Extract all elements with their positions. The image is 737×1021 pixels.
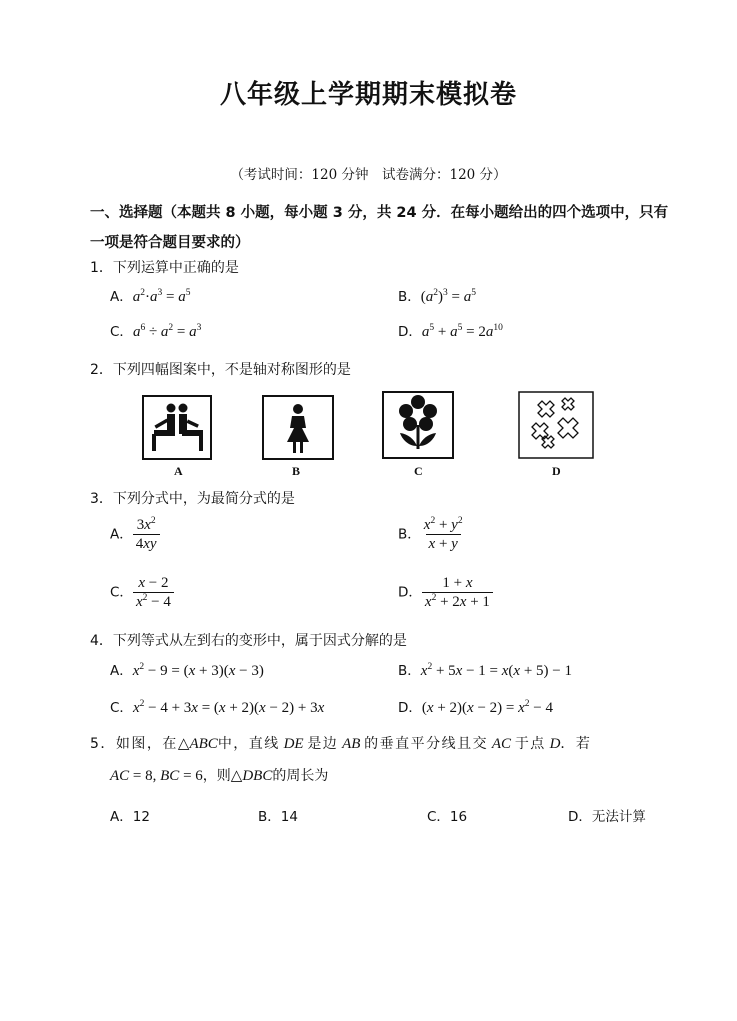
q4-option-a-math: $x^2 - 9 = (x + 3)(x - 3)$ — [132, 662, 264, 679]
figure-c-flower — [382, 391, 454, 459]
q1-option-b-math: $(a^2)^3 = a^5$ — [420, 288, 476, 305]
q1-option-d-label: D． — [398, 324, 422, 340]
figure-b-woman — [262, 395, 334, 460]
q5-stem-line1 — [90, 733, 591, 753]
q5-stem-part-b: 中，直线 — [217, 736, 280, 752]
q3-option-b-label: B． — [398, 526, 421, 543]
q5-line-de: DE — [283, 736, 304, 752]
q4-option-c-math: $x^2 - 4 + 3x = (x + 2)(x - 2) + 3x$ — [132, 699, 325, 716]
q5-stem-tail: ，则 — [202, 768, 231, 784]
q5-side-ac: AC — [491, 736, 512, 752]
q1-option-d — [398, 320, 503, 341]
q1-stem: 1．下列运算中正确的是 — [90, 260, 239, 276]
q5-stem-part-f: ．若 — [560, 736, 592, 752]
figure-a-seated-people — [142, 395, 212, 460]
figure-b-label: B — [292, 464, 301, 478]
q1-option-d-math: $a^5 + a^5 = 2a^{10}$ — [421, 323, 503, 340]
q3-option-a — [110, 516, 160, 553]
page-title: 八年级上学期期末模拟卷 — [219, 80, 517, 110]
q1-option-b-label: B． — [398, 289, 421, 305]
q1-option-a-math: $a^2\cdot a^3 = a^5$ — [132, 288, 191, 305]
q5-triangle-dbc: △DBC — [230, 768, 273, 784]
q5-stem-part-a: 5．如图，在 — [90, 736, 178, 752]
q5-given-values: AC = 8, BC = 6 — [110, 768, 203, 784]
q2-stem: 2．下列四幅图案中，不是轴对称图形的是 — [90, 362, 351, 378]
q4-option-d — [398, 696, 553, 717]
q3-option-d-fraction: $\frac{1 + x}{x^2 + 2x + 1}$ — [422, 574, 493, 611]
q1-option-a-label: A． — [110, 289, 133, 305]
q5-stem-end: 的周长为 — [272, 768, 329, 784]
q4-option-a-label: A． — [110, 663, 133, 679]
figure-a-label: A — [174, 464, 183, 478]
q1-option-b — [398, 285, 476, 306]
q3-option-b-fraction: $\frac{x^2 + y^2}{x + y}$ — [423, 516, 463, 552]
q4-option-c-label: C． — [110, 700, 133, 716]
q1-option-c — [110, 320, 201, 341]
q3-option-c-label: C． — [110, 584, 133, 601]
q4-option-d-math: $(x + 2)(x - 2) = x^2 - 4$ — [421, 699, 554, 716]
q3-option-a-label: A． — [110, 526, 133, 543]
q5-stem-line2 — [110, 765, 328, 785]
q4-option-a — [110, 659, 264, 680]
q5-side-ab: AB — [342, 736, 361, 752]
q4-stem: 4．下列等式从左到右的变形中，属于因式分解的是 — [90, 633, 407, 649]
figure-c-label: C — [414, 464, 423, 478]
figure-d-label: D — [552, 464, 561, 478]
q5-option-d: D．无法计算 — [568, 809, 646, 825]
q4-option-b — [398, 659, 572, 680]
q1-option-c-label: C． — [110, 324, 133, 340]
section-heading-line1: 一、选择题（本题共 8 小题，每小题 3 分，共 24 分．在每小题给出的四个选项中，只有 — [90, 205, 669, 221]
section-heading-line2: 一项是符合题目要求的） — [90, 235, 250, 251]
q1-option-a — [110, 285, 190, 306]
q5-stem-part-d: 的垂直平分线且交 — [364, 736, 489, 752]
q5-option-c: C．16 — [427, 809, 468, 825]
q3-option-d — [398, 574, 493, 611]
q4-option-b-math: $x^2 + 5x - 1 = x(x + 5) - 1$ — [420, 662, 573, 679]
q4-option-d-label: D． — [398, 700, 422, 716]
q5-option-b: B．14 — [258, 809, 298, 825]
q3-option-b — [398, 516, 466, 553]
q3-option-a-fraction: $\frac{3x^2}{4xy}$ — [133, 516, 160, 553]
q5-point-d: D — [549, 736, 561, 752]
q3-stem: 3．下列分式中，为最简分式的是 — [90, 491, 295, 507]
q5-stem-part-e: 于点 — [514, 736, 546, 752]
q4-option-c — [110, 696, 324, 717]
q5-stem-part-c: 是边 — [307, 736, 339, 752]
q5-triangle-abc: △ABC — [177, 736, 218, 752]
q1-option-c-math: $a^6 \div a^2 = a^3$ — [132, 323, 202, 340]
q5-option-a: A．12 — [110, 809, 150, 825]
exam-info: （考试时间：120 分钟 试卷满分：120 分） — [230, 167, 507, 183]
figure-d-snowflakes — [518, 391, 594, 459]
q4-option-b-label: B． — [398, 663, 421, 679]
q3-option-c-fraction: $\frac{x - 2}{x^2 - 4}$ — [133, 574, 174, 611]
q3-option-c — [110, 574, 174, 611]
q3-option-d-label: D． — [398, 584, 422, 601]
